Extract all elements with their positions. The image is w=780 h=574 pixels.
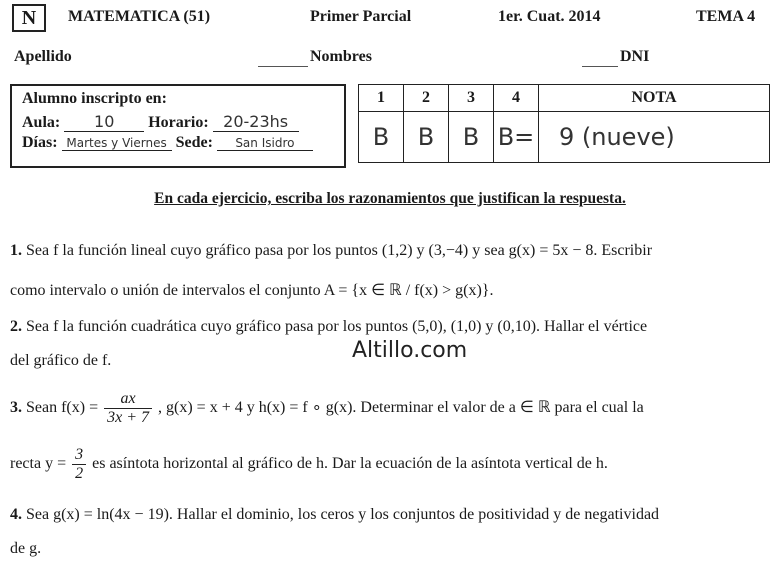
- exercise-3-line-2-denominator: 2: [75, 465, 84, 482]
- exercise-3-line-2-pre: recta y =: [10, 455, 67, 473]
- grade-header-1: 1: [359, 85, 404, 112]
- surname-label: Apellido: [14, 48, 72, 65]
- grade-mark-1: B: [359, 112, 404, 163]
- exercise-1-line-1: [10, 242, 652, 260]
- final-grade: 9 (nueve): [539, 112, 770, 163]
- grade-header-3: 3: [449, 85, 494, 112]
- exercise-3-fraction-denominator: 3x + 7: [107, 409, 150, 426]
- student-info-box: [10, 84, 346, 168]
- grade-mark-3: B: [449, 112, 494, 163]
- student-box-title: Alumno inscripto en:: [22, 90, 167, 107]
- exercise-3-line-2-post: es asíntota horizontal al gráfico de h. Dar la ecuación de la asíntota vertical de h.: [92, 455, 608, 473]
- aula-label: Aula:: [22, 114, 61, 131]
- theme-label: TEMA 4: [696, 8, 756, 25]
- exercise-3-number: 3.: [10, 399, 22, 417]
- aula-value: 10: [64, 112, 144, 132]
- exam-title: Primer Parcial: [310, 8, 412, 25]
- grades-table: [358, 84, 770, 163]
- exercise-4-line-2: de g.: [10, 540, 42, 557]
- exercise-3-fraction-numerator: ax: [104, 390, 152, 409]
- exercise-3-fraction: [104, 390, 152, 427]
- exercise-2-text-1: Sea f la función cuadrática cuyo gráfico pasa por los puntos (5,0), (1,0) y (0,10). Hallar el vértice: [26, 318, 648, 335]
- dni-label: DNI: [620, 48, 650, 65]
- horario-value: 20-23hs: [213, 112, 299, 132]
- exercise-4-line-1: [10, 506, 659, 524]
- exercise-2-number: 2.: [10, 318, 22, 335]
- subject-title: MATEMATICA (51): [68, 8, 211, 25]
- sede-label: Sede:: [175, 134, 213, 151]
- term-label: 1er. Cuat. 2014: [498, 8, 601, 25]
- exercise-1-number: 1.: [10, 242, 22, 259]
- exercise-3-line-2-numerator: 3: [72, 446, 86, 465]
- names-label: Nombres: [310, 48, 372, 65]
- grades-marks-row: [359, 112, 770, 163]
- dias-label: Días:: [22, 134, 58, 151]
- dias-value: Martes y Viernes: [62, 136, 172, 151]
- exercise-3-pre: Sean f(x) =: [26, 399, 99, 417]
- watermark: Altillo.com: [352, 338, 468, 363]
- exercise-4-text-1: Sea g(x) = ln(4x − 19). Hallar el dominio, los ceros y los conjuntos de positividad y de negatividad: [26, 506, 660, 523]
- exercise-3-line-2-fraction: [72, 446, 86, 483]
- instruction: [0, 190, 780, 208]
- exercise-1-text-1: Sea f la función lineal cuyo gráfico pasa por los puntos (1,2) y (3,−4) y sea g(x) = 5x − 8. Escribir: [26, 242, 653, 259]
- grade-header-nota: NOTA: [539, 85, 770, 112]
- grade-mark-2: B: [404, 112, 449, 163]
- exercise-3-line-1: [10, 390, 644, 427]
- sede-value: San Isidro: [217, 136, 313, 151]
- exercise-3-post: , g(x) = x + 4 y h(x) = f ∘ g(x). Determinar el valor de a ∈ ℝ para el cual la: [158, 399, 644, 417]
- exercise-4-number: 4.: [10, 506, 22, 523]
- grade-header-2: 2: [404, 85, 449, 112]
- names-line: [582, 66, 618, 67]
- instruction-text: En cada ejercicio, escriba los razonamientos que justifican la respuesta.: [154, 190, 626, 207]
- surname-line: [258, 66, 308, 67]
- exercise-3-line-2: [10, 446, 608, 483]
- version-box: N: [12, 4, 46, 32]
- horario-label: Horario:: [148, 114, 209, 131]
- exercise-2-line-1: [10, 318, 647, 336]
- grades-header-row: [359, 85, 770, 112]
- grade-mark-4: B=: [494, 112, 539, 163]
- grade-header-4: 4: [494, 85, 539, 112]
- exercise-2-line-2: del gráfico de f.: [10, 352, 112, 369]
- exercise-1-line-2: como intervalo o unión de intervalos el conjunto A = {x ∈ ℝ / f(x) > g(x)}.: [10, 282, 494, 299]
